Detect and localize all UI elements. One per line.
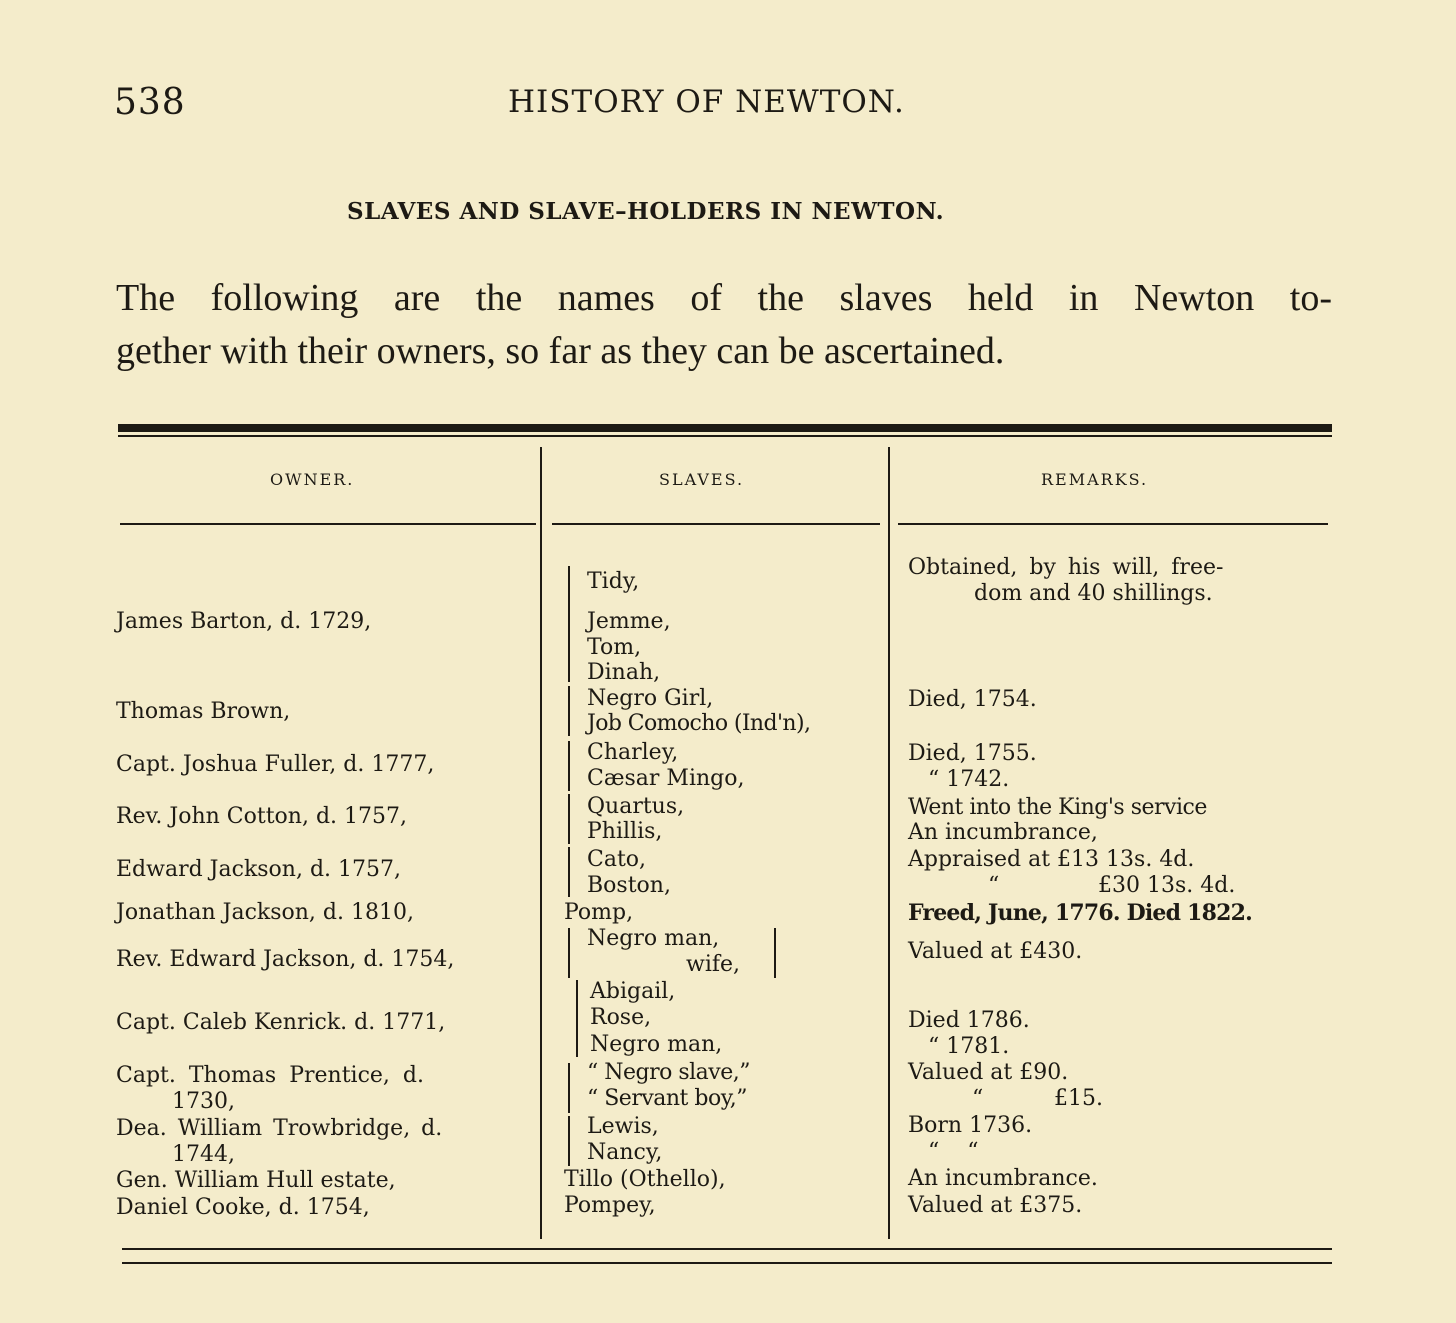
remark: “ 1781.: [928, 1034, 1010, 1059]
slave-name: Boston,: [587, 873, 671, 898]
remark: Went into the King's service: [908, 795, 1207, 820]
remark: Valued at £430.: [908, 939, 1083, 964]
slave-name: Rose,: [590, 1005, 652, 1030]
slave-name: Negro man,: [590, 1032, 723, 1057]
owner-cell-continued: 1730,: [172, 1089, 235, 1114]
brace-group: [568, 566, 574, 682]
remark: “ 1742.: [928, 767, 1010, 792]
owner-header-rule: [120, 523, 536, 525]
slave-name: Quartus,: [587, 794, 685, 819]
ditto-mark: “: [988, 873, 1000, 898]
table-top-rule: [118, 424, 1332, 432]
remark: Died 1786.: [908, 1008, 1030, 1033]
remark: Valued at £375.: [908, 1193, 1083, 1218]
owner-cell-continued: 1744,: [172, 1142, 235, 1167]
slave-name: Cæsar Mingo,: [587, 766, 745, 791]
slave-name: Jemme,: [587, 609, 671, 634]
owner-cell: Capt. Caleb Kenrick. d. 1771,: [116, 1010, 446, 1035]
brace-group: [568, 928, 574, 978]
slave-name: Negro man,: [587, 926, 720, 951]
slave-name: Lewis,: [587, 1114, 659, 1139]
owner-cell: Thomas Brown,: [116, 699, 291, 724]
brace-group: [568, 1063, 574, 1113]
brace-group: [568, 794, 574, 844]
slaves-header-rule: [552, 523, 880, 525]
owner-cell: Rev. Edward Jackson, d. 1754,: [116, 947, 455, 972]
remarks-header-rule: [898, 523, 1328, 525]
column-header-slaves: SLAVES.: [659, 470, 745, 489]
brace-group: [568, 1116, 574, 1166]
column-header-owner: OWNER.: [270, 470, 355, 489]
slave-name: Tom,: [587, 635, 642, 660]
slave-name: “ Servant boy,”: [587, 1086, 747, 1111]
owner-cell: Capt. Joshua Fuller, d. 1777,: [116, 752, 435, 777]
owner-cell: Dea. William Trowbridge, d.: [116, 1116, 443, 1141]
slave-name: Tillo (Othello),: [564, 1167, 726, 1192]
slave-name: Dinah,: [587, 660, 661, 685]
remark: Obtained, by his will, free-: [908, 555, 1224, 580]
brace-group-right: [770, 928, 776, 978]
remark: £30 13s. 4d.: [1098, 873, 1236, 898]
owner-cell: Daniel Cooke, d. 1754,: [116, 1195, 370, 1220]
intro-paragraph: [116, 272, 1332, 378]
remark: Born 1736.: [908, 1113, 1033, 1138]
slave-name: Abigail,: [590, 979, 676, 1004]
remark: An incumbrance,: [908, 820, 1098, 845]
brace-group: [568, 741, 574, 791]
remark: Died, 1755.: [908, 741, 1037, 766]
brace-group: [576, 980, 582, 1057]
slave-name: Cato,: [587, 847, 647, 872]
intro-line-2: gether with their owners, so far as they can be ascertained.: [116, 330, 1005, 372]
brace-group: [568, 686, 574, 736]
intro-line-1: The following are the names of the slaves held in Newton to-: [116, 277, 1332, 319]
brace-group: [568, 847, 574, 897]
slave-name: Tidy,: [587, 569, 640, 594]
slave-name: Charley,: [587, 740, 679, 765]
slave-name: wife,: [686, 952, 741, 977]
owner-cell: James Barton, d. 1729,: [116, 609, 372, 634]
slave-name: “ Negro slave,”: [587, 1060, 750, 1085]
running-title: HISTORY OF NEWTON.: [508, 84, 905, 120]
owner-cell: Gen. William Hull estate,: [116, 1168, 396, 1193]
page-number: 538: [114, 82, 186, 123]
owner-cell: Edward Jackson, d. 1757,: [116, 857, 402, 882]
owner-cell: Rev. John Cotton, d. 1757,: [116, 804, 407, 829]
owner-cell: Capt. Thomas Prentice, d.: [116, 1063, 424, 1088]
table-top-rule-thin: [118, 435, 1332, 437]
column-divider-1: [540, 447, 542, 1239]
table-bottom-rule-2: [122, 1262, 1332, 1264]
ditto-marks: “ “: [928, 1139, 979, 1164]
slave-name: Pompey,: [564, 1193, 656, 1218]
remark: Appraised at £13 13s. 4d.: [908, 847, 1195, 872]
table-bottom-rule-1: [122, 1248, 1332, 1250]
remark-continued: dom and 40 shillings.: [974, 581, 1213, 606]
section-title: SLAVES AND SLAVE–HOLDERS IN NEWTON.: [347, 198, 945, 225]
slave-name: Job Comocho (Ind'n),: [587, 711, 811, 736]
remark: An incumbrance.: [908, 1166, 1098, 1191]
slave-name: Phillis,: [587, 819, 663, 844]
remark: Died, 1754.: [908, 687, 1037, 712]
slave-name: Pomp,: [564, 900, 634, 925]
remark: Freed, June, 1776. Died 1822.: [908, 900, 1252, 926]
ditto-mark: “: [972, 1086, 984, 1111]
slave-name: Nancy,: [587, 1140, 663, 1165]
remark: £15.: [1054, 1086, 1103, 1111]
column-divider-2: [888, 447, 890, 1239]
owner-cell: Jonathan Jackson, d. 1810,: [116, 900, 414, 925]
slave-name: Negro Girl,: [587, 686, 714, 711]
column-header-remarks: REMARKS.: [1041, 470, 1149, 489]
remark: Valued at £90.: [908, 1060, 1069, 1085]
